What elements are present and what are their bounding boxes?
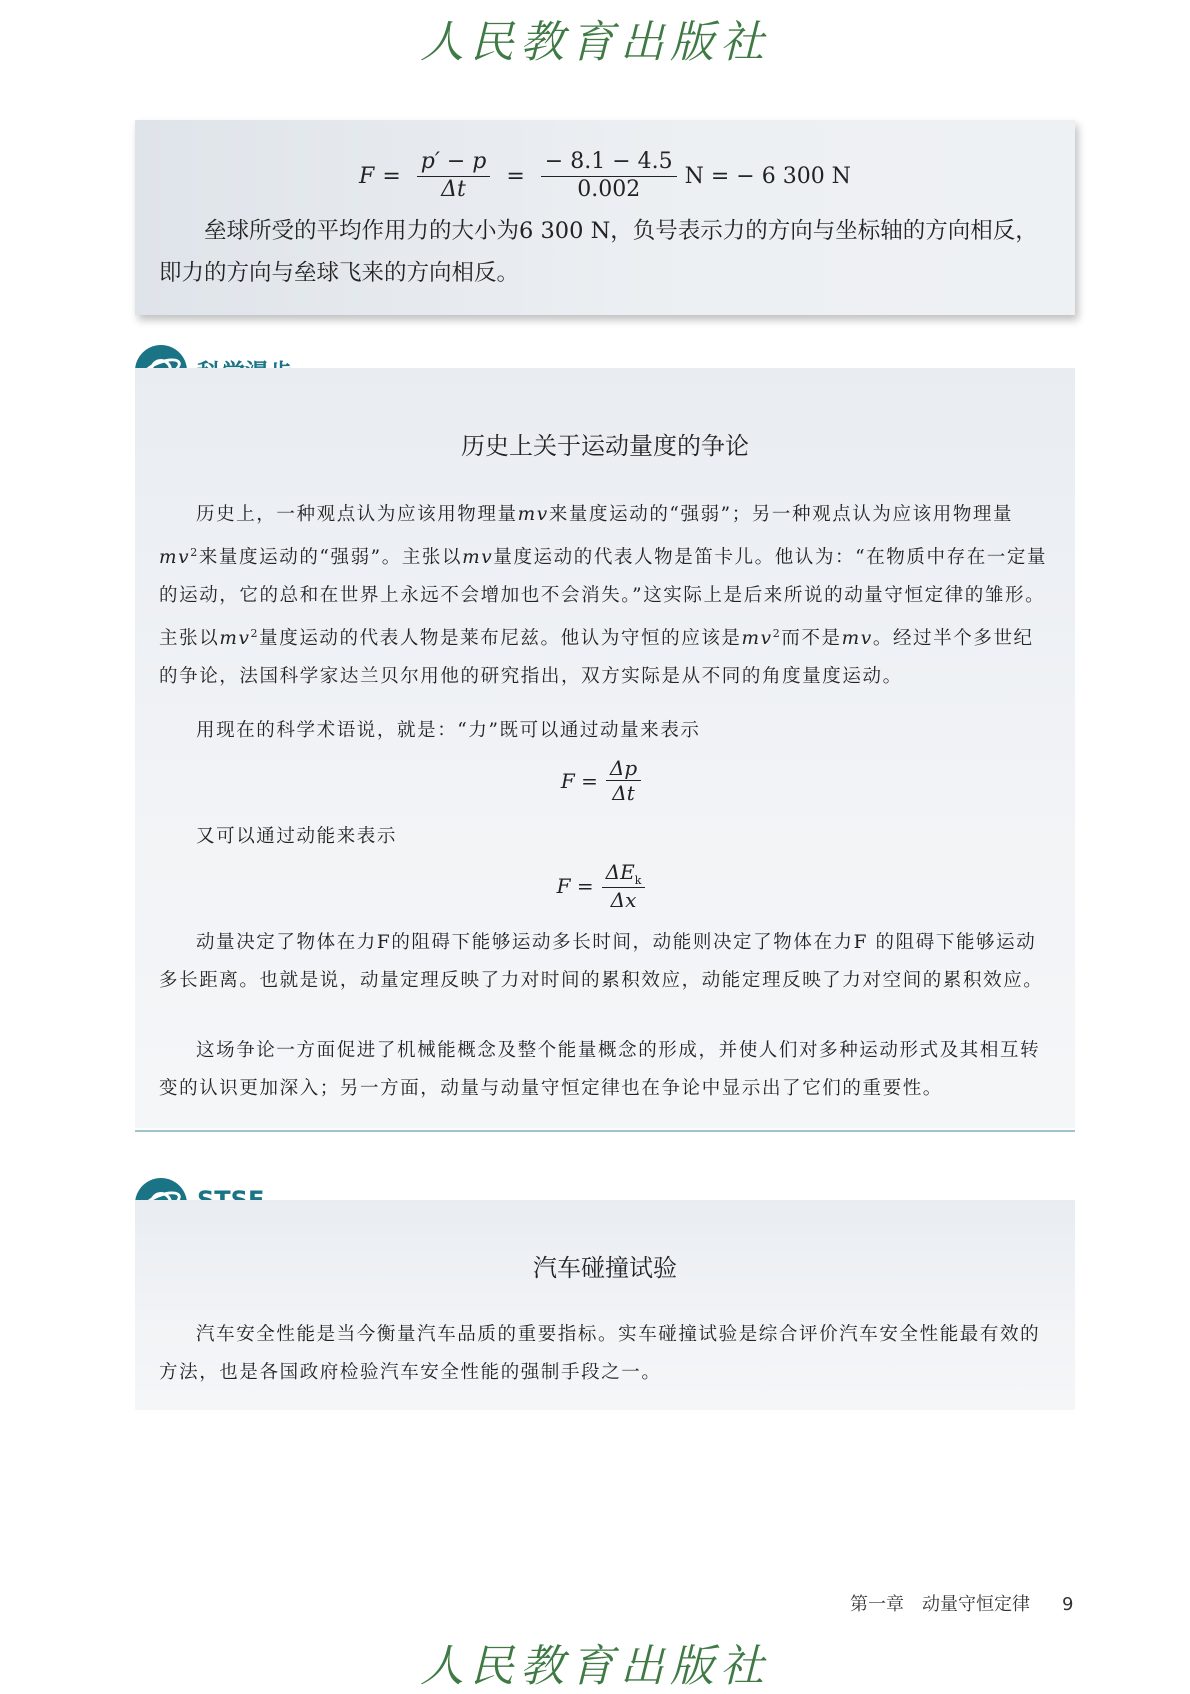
stse-paragraph-1: 汽车安全性能是当今衡量汽车品质的重要指标。实车碰撞试验是综合评价汽车安全性能最有效的方法，也是各国政府检验汽车安全性能的强制手段之一。: [159, 1324, 1041, 1383]
equals-sign: =: [506, 163, 525, 189]
fraction-2-denominator: 0.002: [577, 176, 641, 202]
fraction-2: [541, 149, 677, 203]
superscript-2: 2: [772, 627, 782, 641]
math-mv: mv: [841, 628, 873, 650]
text-span: 历史上，一种观点认为应该用物理量: [196, 504, 518, 525]
math-mv: mv: [517, 504, 549, 525]
energy-numerator: [602, 860, 646, 888]
text-span: 来量度运动的“强弱”。主张以: [198, 547, 463, 569]
page-number: 9: [1062, 1594, 1074, 1615]
formula-lhs: F =: [556, 874, 594, 899]
fraction-2-numerator: − 8.1 − 4.5: [541, 149, 677, 176]
math-mv2: mv: [741, 628, 773, 650]
formula-lhs: F =: [560, 768, 598, 793]
energy-fraction: [602, 860, 646, 912]
energy-formula: [135, 860, 1075, 912]
science-title: 历史上关于运动量度的争论: [461, 432, 749, 460]
example-box: [135, 120, 1075, 315]
stse-panel: [135, 1200, 1075, 1410]
science-paragraph-4: 动量决定了物体在力F的阻碍下能够运动多长时间，动能则决定了物体在力F 的阻碍下能够运动多长距离。也就是说，动量定理反映了力对时间的累积效应，动能定理反映了力对空间的累积效应。: [159, 932, 1044, 991]
chapter-label: 第一章 动量守恒定律: [850, 1594, 1030, 1615]
text-span: 来量度运动的“强弱”；另一种观点认为应该用物理量: [548, 504, 1014, 525]
superscript-2: 2: [250, 627, 260, 641]
math-mv: mv: [462, 547, 494, 569]
science-paragraph-5: 这场争论一方面促进了机械能概念及整个能量概念的形成，并使人们对多种运动形式及其相互转变的认识更加深入；另一方面，动量与动量守恒定律也在争论中显示出了它们的重要性。: [159, 1040, 1041, 1099]
publisher-logo-top: 人民教育出版社: [420, 17, 770, 68]
text-span: 而不是: [781, 628, 842, 650]
stse-title: 汽车碰撞试验: [533, 1254, 677, 1282]
page-footer: [850, 1590, 1073, 1616]
formula-result: N = − 6 300 N: [684, 163, 851, 189]
subscript-k: k: [634, 874, 642, 887]
formula-lhs: F: [359, 163, 375, 189]
force-formula: [135, 145, 1075, 207]
equals-sign: =: [382, 163, 401, 189]
fraction-1: [417, 149, 491, 203]
text-span: 量度运动的代表人物是笛卡儿。他认为：“在物质中存在一定量的运动，它的总和在世界上永远不会增加也不会消失。”这实际上是后来所说的动量守恒定律的雏形。主张以: [159, 547, 1048, 650]
publisher-logo-bottom: 人民教育出版社: [420, 1641, 770, 1692]
science-paragraph-1: [159, 496, 1051, 696]
momentum-denominator: Δt: [612, 781, 635, 805]
math-mv2: mv: [219, 628, 251, 650]
momentum-formula: [135, 756, 1075, 805]
energy-denominator: Δx: [610, 888, 637, 913]
fraction-1-numerator: p′ − p: [417, 149, 491, 176]
fraction-1-denominator: Δt: [441, 176, 466, 202]
math-mv2: mv: [159, 547, 191, 569]
energy-numerator-text: ΔE: [605, 860, 635, 884]
example-conclusion: 垒球所受的平均作用力的大小为6 300 N，负号表示力的方向与坐标轴的方向相反，即力的方向与垒球飞来的方向相反。: [159, 218, 1038, 286]
superscript-2: 2: [190, 546, 199, 559]
momentum-fraction: [606, 756, 641, 805]
science-paragraph-3: 又可以通过动能来表示: [196, 826, 398, 847]
text-span: 。经过半个多世纪的争论，法国科学家达兰贝尔用他的研究指出，双方实际是从不同的角度量度运动。: [159, 628, 1034, 688]
science-panel: [135, 368, 1075, 1128]
section-bottom-rule: [135, 1130, 1075, 1132]
text-span: 量度运动的代表人物是莱布尼兹。他认为守恒的应该是: [259, 628, 742, 650]
science-paragraph-2: 用现在的科学术语说，就是：“力”既可以通过动量来表示: [196, 720, 701, 741]
momentum-numerator: Δp: [606, 756, 641, 781]
